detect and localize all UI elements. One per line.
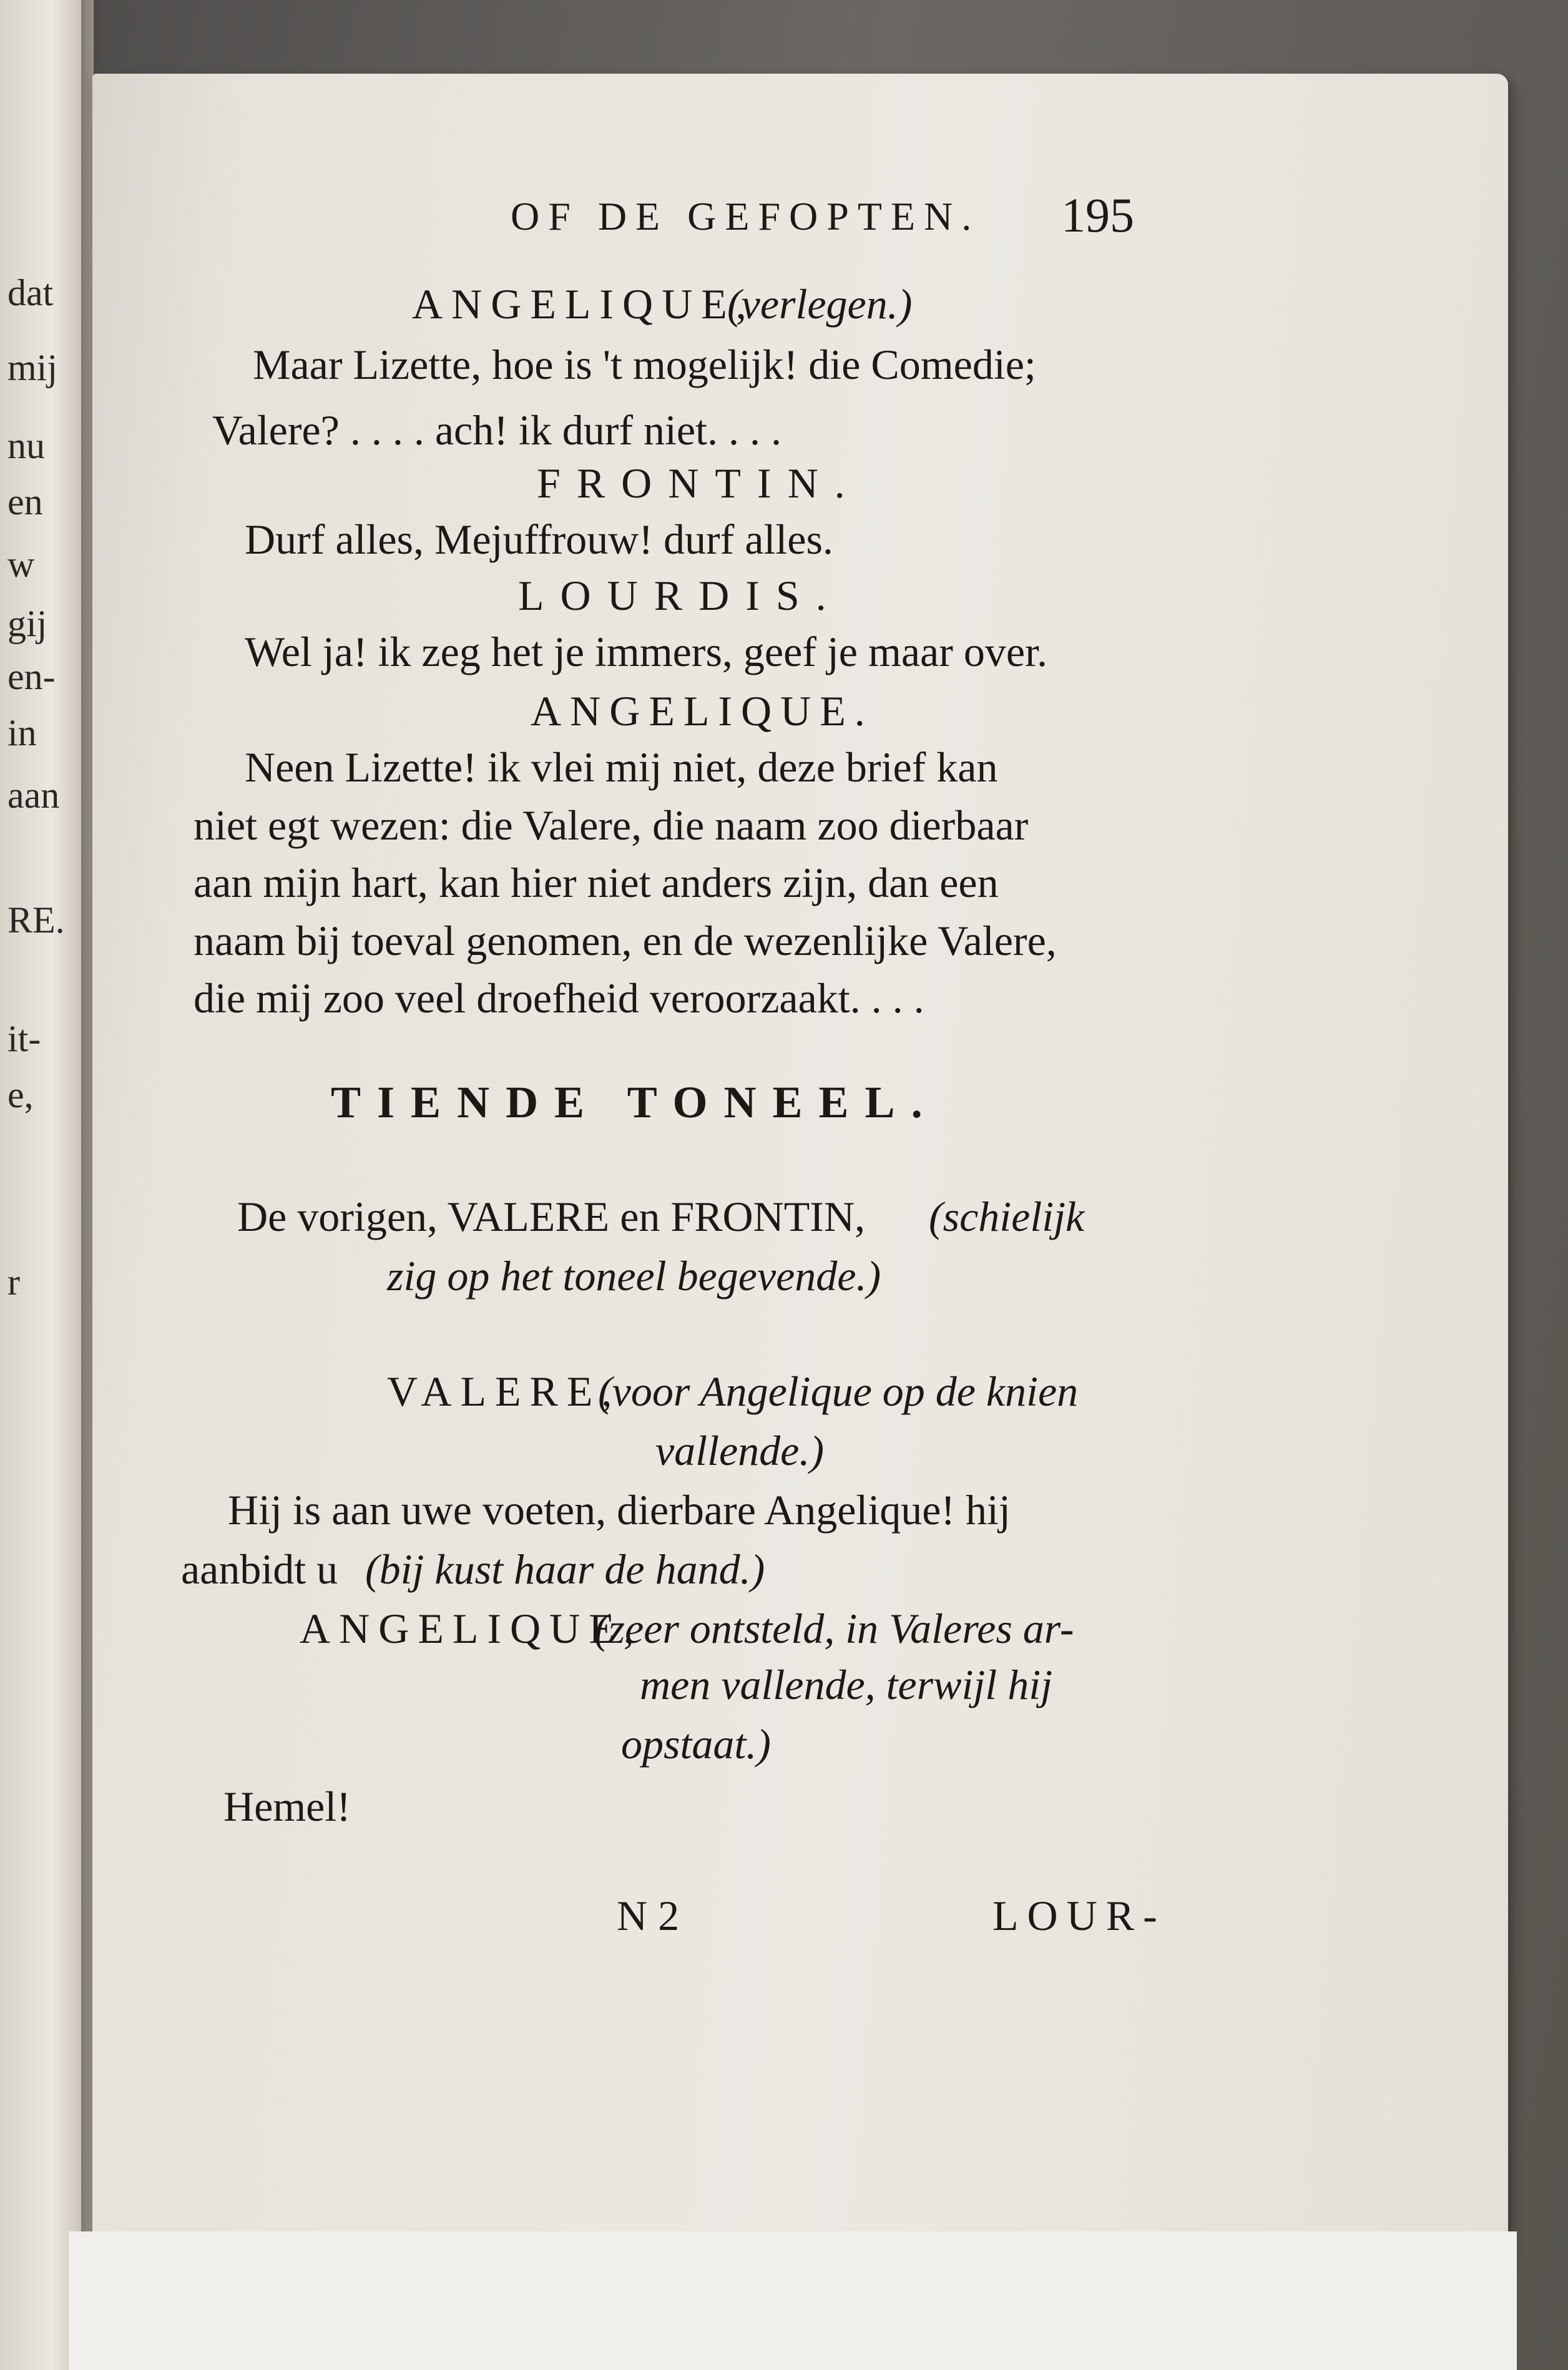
speaker-name: ANGELIQUE, <box>300 1605 643 1652</box>
previous-page-edge <box>0 0 94 2370</box>
speaker-name: VALERE, <box>387 1368 621 1415</box>
catchword: LOUR- <box>992 1892 1166 1939</box>
stage-direction: men vallende, terwijl hij <box>640 1661 1052 1708</box>
margin-fragment: e, <box>7 1074 34 1115</box>
margin-fragment: w <box>7 544 35 585</box>
margin-fragment: gij <box>7 603 47 644</box>
dialogue-line: Hemel! <box>223 1783 351 1830</box>
dialogue-line: Maar Lizette, hoe is 't mogelijk! die Comedie; <box>253 341 1036 388</box>
stage-direction: (verlegen.) <box>727 280 913 328</box>
page-number: 195 <box>1061 188 1134 242</box>
margin-fragment: in <box>7 712 37 753</box>
margin-fragment: r <box>7 1261 20 1303</box>
margin-fragment: en- <box>7 656 56 697</box>
dialogue-line: naam bij toeval genomen, en de wezenlijke Valere, <box>194 917 1057 964</box>
speaker-name: ANGELIQUE, <box>412 280 755 328</box>
signature-mark: N 2 <box>617 1892 680 1939</box>
margin-fragment: RE. <box>7 899 65 941</box>
margin-fragment: aan <box>7 775 60 816</box>
dialogue-line: Durf alles, Mejuffrouw! durf alles. <box>245 516 833 563</box>
dialogue-line: Neen Lizette! ik vlei mij niet, deze brief kan <box>245 743 998 791</box>
running-head-title: OF DE GEFOPTEN. <box>511 194 981 238</box>
dialogue-line: die mij zoo veel droefheid veroorzaakt. . . . <box>194 974 924 1022</box>
margin-fragment: dat <box>7 272 54 313</box>
margin-fragment: mij <box>7 347 58 388</box>
cast-list: De vorigen, VALERE en FRONTIN, <box>237 1193 866 1240</box>
dialogue-line: Hij is aan uwe voeten, dierbare Angelique! hij <box>228 1486 1011 1534</box>
stage-direction: vallende.) <box>655 1427 824 1474</box>
stage-direction: (zeer ontsteld, in Valeres ar- <box>594 1605 1074 1652</box>
margin-fragment: en <box>7 481 43 522</box>
stage-direction: opstaat.) <box>621 1720 771 1768</box>
stage-direction: zig op het toneel begevende.) <box>387 1252 881 1300</box>
margin-fragment: it- <box>7 1018 41 1059</box>
margin-fragment: nu <box>7 425 45 466</box>
book-page <box>92 74 1508 2258</box>
stage-direction: (bij kust haar de hand.) <box>365 1545 765 1593</box>
speaker-name: FRONTIN. <box>537 459 861 507</box>
dialogue-line: Valere? . . . . ach! ik durf niet. . . . <box>212 406 782 454</box>
scene-heading: TIENDE TONEEL. <box>331 1077 939 1127</box>
dialogue-line: aan mijn hart, kan hier niet anders zijn, dan een <box>194 859 999 906</box>
stage-direction: (schielijk <box>929 1193 1085 1240</box>
bottom-white-strip <box>69 2231 1517 2370</box>
dialogue-line: niet egt wezen: die Valere, die naam zoo dierbaar <box>194 801 1029 849</box>
stage-direction: (voor Angelique op de knien <box>598 1368 1079 1415</box>
dialogue-line: Wel ja! ik zeg het je immers, geef je maar over. <box>245 628 1047 675</box>
speaker-name: LOURDIS. <box>518 572 843 619</box>
dialogue-line: aanbidt u <box>181 1545 338 1593</box>
speaker-name: ANGELIQUE. <box>531 687 874 735</box>
